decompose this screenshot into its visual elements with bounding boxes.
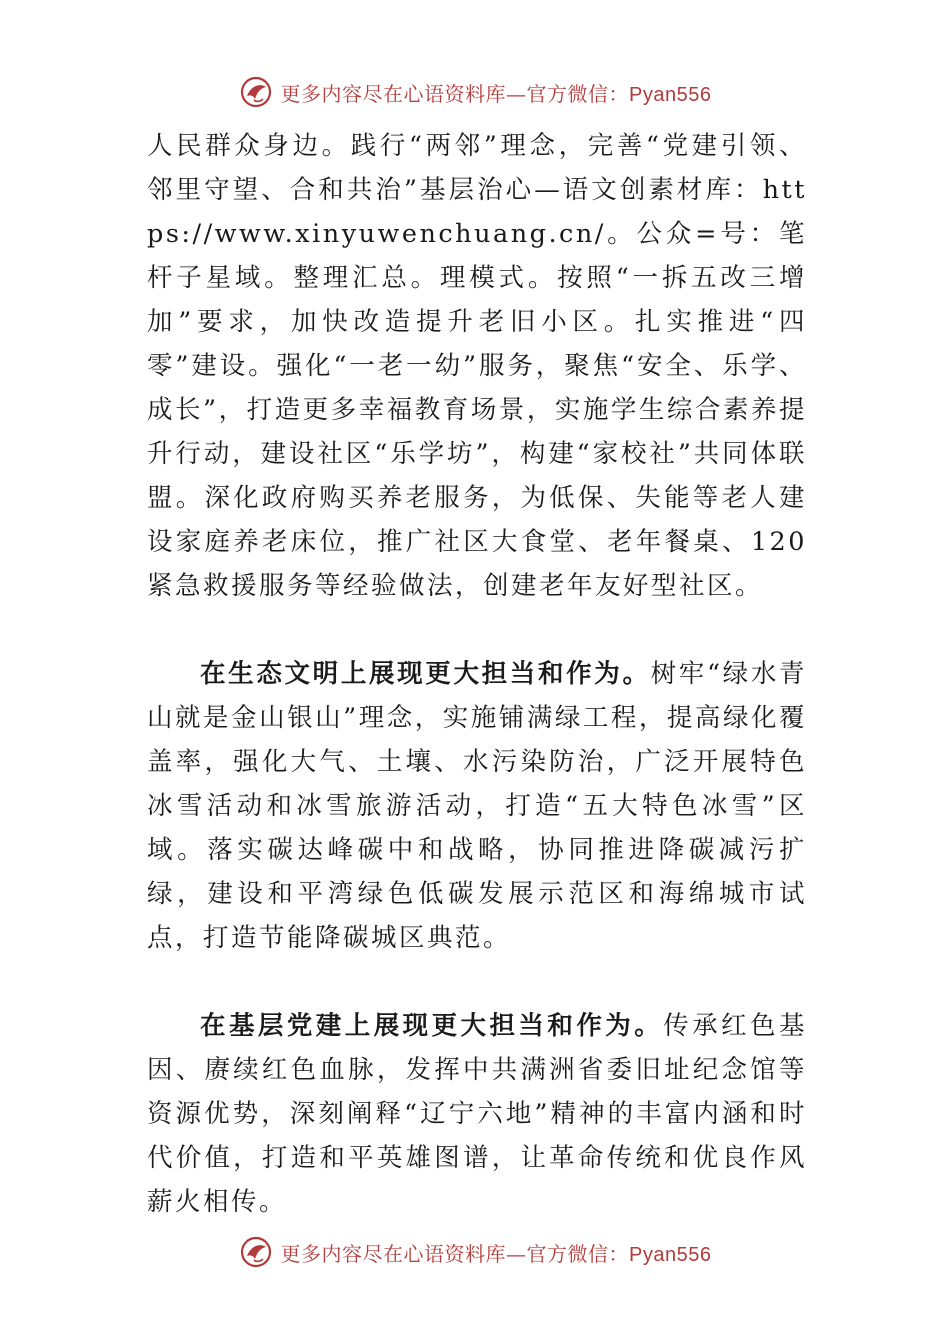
- document-body: [147, 124, 807, 1224]
- paragraph-ecology-text: 树牢“绿水青山就是金山银山”理念，实施铺满绿工程，提高绿化覆盖率，强化大气、土壤、水污染防治，广泛开展特色冰雪活动和冰雪旅游活动，打造“五大特色冰雪”区域。落实碳达峰碳中和战略，协同推进降碳减污扩绿，建设和平湾绿色低碳发展示范区和海绵城市试点，打造节能降碳城区典范。: [147, 659, 807, 953]
- footer-banner-wechat: Pyan556: [629, 1243, 712, 1266]
- paragraph-party-building-heading: 在基层党建上展现更大担当和作为。: [200, 1011, 664, 1041]
- paragraph-ecology: [147, 652, 807, 960]
- header-banner-text: [281, 78, 712, 107]
- paragraph-ecology-heading: 在生态文明上展现更大担当和作为。: [200, 659, 651, 689]
- paragraph-party-building: [147, 1004, 807, 1224]
- paragraph-party-building-text: 传承红色基因、赓续红色血脉，发挥中共满洲省委旧址纪念馆等资源优势，深刻阐释“辽宁六地”精神的丰富内涵和时代价值，打造和平英雄图谱，让革命传统和优良作风薪火相传。: [147, 1011, 807, 1217]
- header-banner-wechat: Pyan556: [629, 83, 712, 106]
- footer-banner: [0, 1230, 950, 1274]
- header-banner: [0, 70, 950, 114]
- paragraph-community-services: 人民群众身边。践行“两邻”理念，完善“党建引领、邻里守望、合和共治”基层治心—语文创素材库：https://www.xinyuwenchuang.cn/。公众=号：笔杆子星域。整理汇总。理模式。按照“一拆五改三增加”要求，加快改造提升老旧小区。扎实推进“四零”建设。强化“一老一幼”服务，聚焦“安全、乐学、成长”，打造更多幸福教育场景，实施学生综合素养提升行动，建设社区“乐学坊”，构建“家校社”共同体联盟。深化政府购买养老服务，为低保、失能等老人建设家庭养老床位，推广社区大食堂、老年餐桌、120 紧急救援服务等经验做法，创建老年友好型社区。: [147, 131, 807, 601]
- footer-banner-main: 更多内容尽在心语资料库—官方微信：: [280, 1241, 630, 1266]
- red-seal-logo-icon: [239, 1235, 273, 1269]
- paragraph-spacer: [147, 960, 807, 1004]
- paragraph-spacer: [147, 608, 807, 652]
- red-seal-logo-icon: [239, 75, 273, 109]
- header-banner-main: 更多内容尽在心语资料库—官方微信：: [280, 81, 630, 106]
- footer-banner-text: [281, 1238, 712, 1267]
